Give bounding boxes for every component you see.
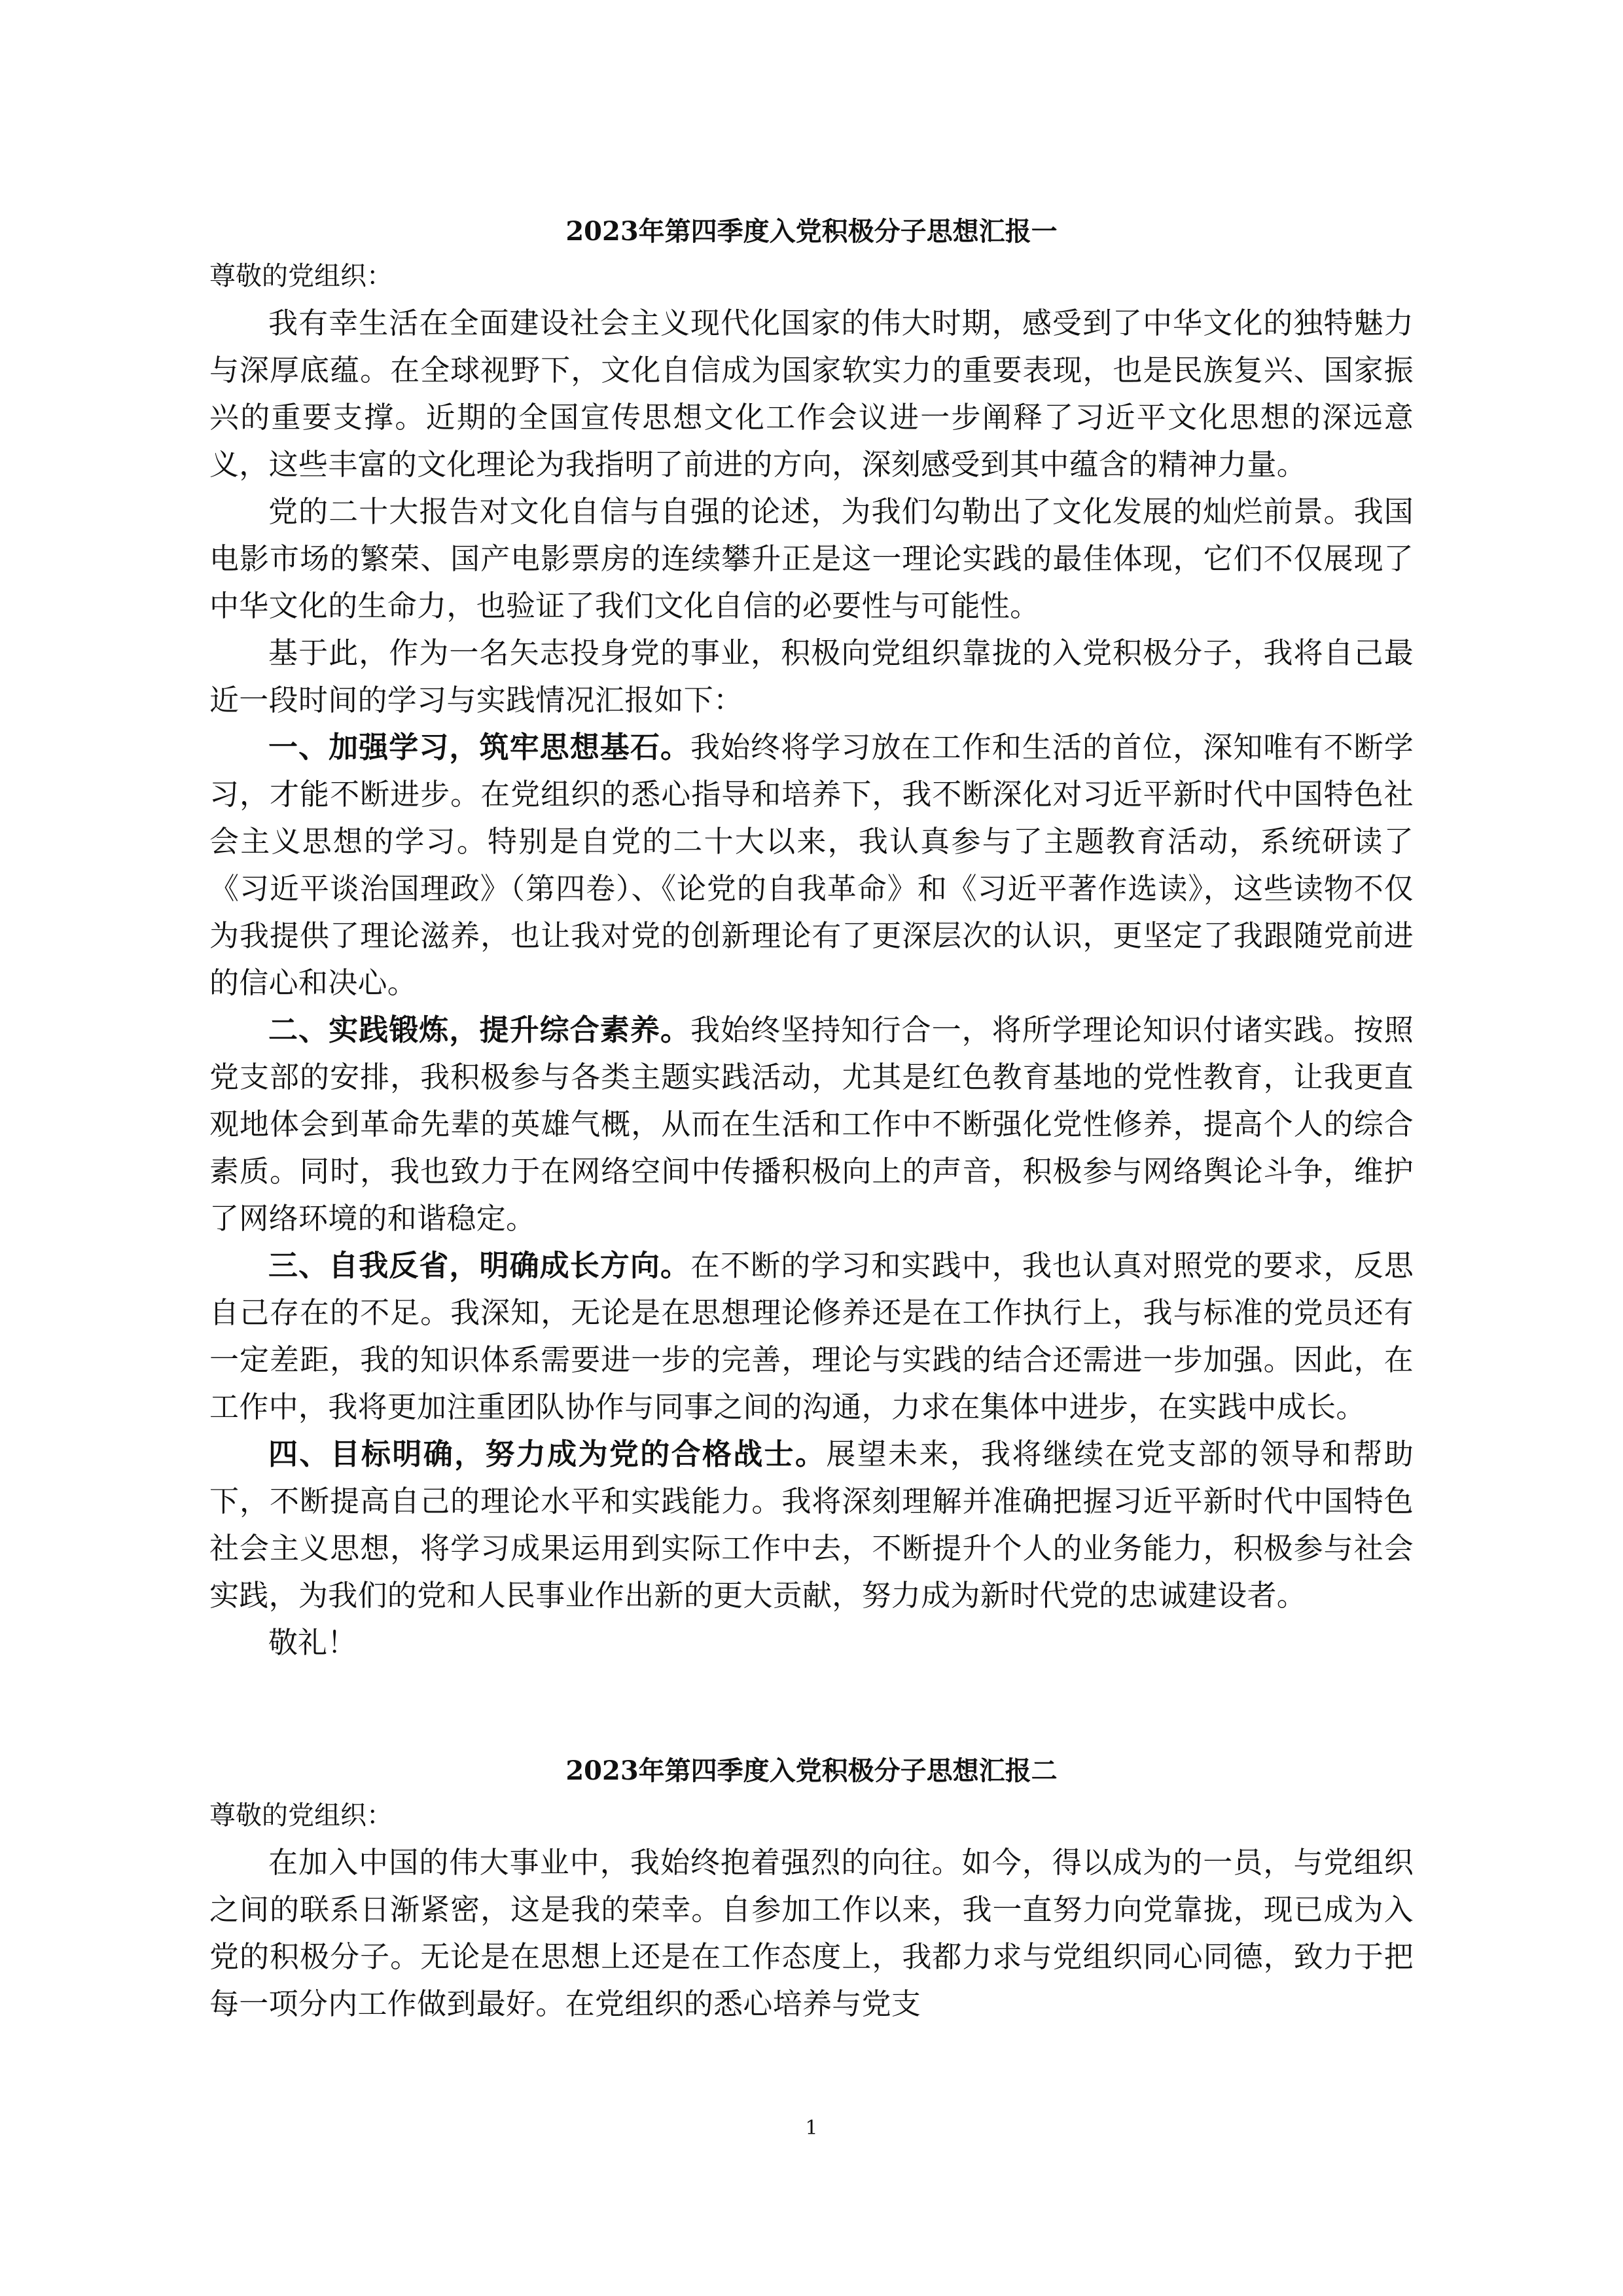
report-1-salutation: 尊敬的党组织： (209, 261, 393, 291)
report-1-section-1 (209, 724, 1414, 1007)
report-2 (209, 1750, 1414, 2028)
paragraph-text: 党的二十大报告对文化自信与自强的论述，为我们勾勒出了文化发展的灿烂前景。我国电影市场的繁荣、国产电影票房的连续攀升正是这一理论实践的最佳体现，它们不仅展现了中华文化的生命力，也验证了我们文化自信的必要性与可能性。 (209, 494, 1414, 623)
report-1-closing: 敬礼！ (268, 1625, 357, 1660)
section-text: 我始终坚持知行合一，将所学理论知识付诸实践。按照党支部的安排，我积极参与各类主题实践活动，尤其是红色教育基地的党性教育，让我更直观地体会到革命先辈的英雄气概，从而在生活和工作中不断强化党性修养，提高个人的综合素质。同时，我也致力于在网络空间中传播积极向上的声音，积极参与网络舆论斗争，维护了网络环境的和谐稳定。 (209, 1013, 1414, 1236)
report-1-paragraph-2 (209, 488, 1414, 630)
paragraph-text: 我有幸生活在全面建设社会主义现代化国家的伟大时期，感受到了中华文化的独特魅力与深厚底蕴。在全球视野下，文化自信成为国家软实力的重要表现，也是民族复兴、国家振兴的重要支撑。近期的全国宣传思想文化工作会议进一步阐释了习近平文化思想的深远意义，这些丰富的文化理论为我指明了前进的方向，深刻感受到其中蕴含的精神力量。 (209, 306, 1414, 482)
report-2-paragraph-1 (209, 1839, 1414, 2028)
section-text: 在不断的学习和实践中，我也认真对照党的要求，反思自己存在的不足。我深知，无论是在思想理论修养还是在工作执行上，我与标准的党员还有一定差距，我的知识体系需要进一步的完善，理论与实践的结合还需进一步加强。因此，在工作中，我将更加注重团队协作与同事之间的沟通，力求在集体中进步，在实践中成长。 (209, 1248, 1414, 1424)
paragraph-text: 基于此，作为一名矢志投身党的事业，积极向党组织靠拢的入党积极分子，我将自己最近一段时间的学习与实践情况汇报如下： (209, 636, 1414, 717)
report-1-section-3 (209, 1242, 1414, 1431)
section-heading: 四、目标明确，努力成为党的合格战士。 (268, 1437, 827, 1471)
section-heading: 三、自我反省，明确成长方向。 (268, 1248, 691, 1283)
report-1-title: 2023年第四季度入党积极分子思想汇报一 (565, 216, 1058, 247)
section-heading: 一、加强学习，筑牢思想基石。 (268, 730, 691, 764)
report-1-section-2 (209, 1007, 1414, 1242)
section-text: 展望未来，我将继续在党支部的领导和帮助下，不断提高自己的理论水平和实践能力。我将深刻理解并准确把握习近平新时代中国特色社会主义思想，将学习成果运用到实际工作中去，不断提升个人的业务能力，积极参与社会实践，为我们的党和人民事业作出新的更大贡献，努力成为新时代党的忠诚建设者。 (209, 1437, 1414, 1613)
report-1-section-4 (209, 1431, 1414, 1619)
paragraph-text: 在加入中国的伟大事业中，我始终抱着强烈的向往。如今，得以成为的一员，与党组织之间的联系日渐紧密，这是我的荣幸。自参加工作以来，我一直努力向党靠拢，现已成为入党的积极分子。无论是在思想上还是在工作态度上，我都力求与党组织同心同德，致力于把每一项分内工作做到最好。在党组织的悉心培养与党支 (209, 1845, 1414, 2021)
report-1-paragraph-1 (209, 300, 1414, 488)
report-2-title: 2023年第四季度入党积极分子思想汇报二 (565, 1755, 1058, 1786)
section-heading: 二、实践锻炼，提升综合素养。 (268, 1013, 691, 1047)
page-number: 1 (805, 2117, 818, 2140)
report-1-paragraph-3 (209, 630, 1414, 724)
section-text: 我始终将学习放在工作和生活的首位，深知唯有不断学习，才能不断进步。在党组织的悉心指导和培养下，我不断深化对习近平新时代中国特色社会主义思想的学习。特别是自党的二十大以来，我认真参与了主题教育活动，系统研读了《习近平谈治国理政》（第四卷）、《论党的自我革命》和《习近平著作选读》，这些读物不仅为我提供了理论滋养，也让我对党的创新理论有了更深层次的认识，更坚定了我跟随党前进的信心和决心。 (209, 730, 1414, 1000)
document-body (209, 211, 1414, 2028)
report-2-salutation: 尊敬的党组织： (209, 1801, 393, 1831)
report-divider-space (209, 1666, 1414, 1750)
